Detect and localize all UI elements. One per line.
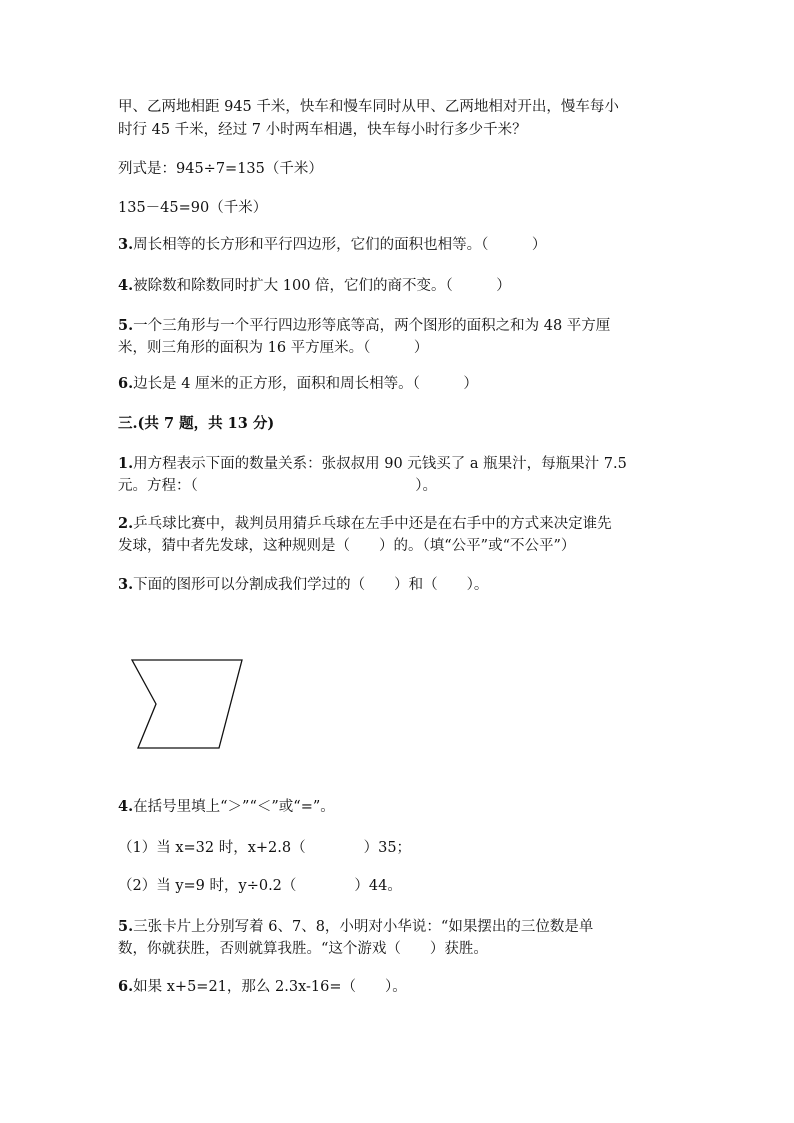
fill-question-2: [118, 514, 612, 534]
question-text: 用方程表示下面的数量关系：张叔叔用 90 元钱买了 a 瓶果汁，每瓶果汁 7.5: [133, 456, 627, 472]
fill-question-5-cont: 数，你就获胜，否则就算我胜。“这个游戏（ ）获胜。: [118, 941, 488, 957]
judge-question-3: [118, 235, 546, 255]
judge-question-5-cont: 米，则三角形的面积为 16 平方厘米。（ ）: [118, 340, 429, 356]
question-number: 6.: [118, 375, 134, 392]
fill-question-5: [118, 917, 593, 937]
question-number: 5.: [118, 918, 134, 935]
question-text: 下面的图形可以分割成我们学过的（ ）和（ ）。: [133, 577, 489, 593]
question-text: 乒乓球比赛中，裁判员用猜乒乓球在左手中还是在右手中的方式来决定谁先: [133, 516, 612, 532]
section-three-heading: 三.(共 7 题，共 13 分): [118, 415, 275, 432]
fill-question-4: [118, 797, 335, 817]
fill-question-1-cont: 元。方程：（ ）。: [118, 478, 437, 494]
judge-question-4: [118, 276, 511, 296]
question-number: 6.: [118, 978, 134, 995]
question-number: 1.: [118, 455, 134, 472]
problem-text-line-1: 甲、乙两地相距 945 千米，快车和慢车同时从甲、乙两地相对开出，慢车每小: [118, 99, 619, 115]
question-text: 在括号里填上“＞”“＜”或“=”。: [133, 799, 335, 815]
fill-question-3: [118, 575, 488, 595]
question-text: 被除数和除数同时扩大 100 倍，它们的商不变。（ ）: [133, 278, 511, 294]
fill-question-6: [118, 977, 407, 997]
solution-step-2: 135－45=90（千米）: [118, 200, 268, 216]
question-number: 3.: [118, 576, 134, 593]
composite-shape-figure: [128, 656, 248, 756]
fill-question-1: [118, 454, 627, 474]
question-text: 周长相等的长方形和平行四边形，它们的面积也相等。（ ）: [133, 237, 547, 253]
judge-question-5: [118, 316, 610, 336]
question-text: 如果 x+5=21，那么 2.3x-16=（ ）。: [133, 979, 407, 995]
fill-question-2-cont: 发球，猜中者先发球，这种规则是（ ）的。（填“公平”或“不公平”）: [118, 538, 576, 554]
solution-step-1: 列式是：945÷7=135（千米）: [118, 161, 323, 177]
question-number: 2.: [118, 515, 134, 532]
question-text: 一个三角形与一个平行四边形等底等高，两个图形的面积之和为 48 平方厘: [133, 318, 611, 334]
question-number: 4.: [118, 798, 134, 815]
shape-outline: [132, 660, 242, 748]
question-text: 三张卡片上分别写着 6、7、8，小明对小华说：“如果摆出的三位数是单: [133, 919, 594, 935]
problem-text-line-2: 时行 45 千米，经过 7 小时两车相遇，快车每小时行多少千米？: [118, 122, 527, 138]
fill-question-4-part-1: （1）当 x=32 时，x+2.8（ ）35；: [118, 840, 412, 856]
judge-question-6: [118, 374, 478, 394]
fill-question-4-part-2: （2）当 y=9 时，y÷0.2（ ）44。: [118, 878, 402, 894]
question-text: 边长是 4 厘米的正方形，面积和周长相等。（ ）: [133, 376, 478, 392]
question-number: 4.: [118, 277, 134, 294]
question-number: 5.: [118, 317, 134, 334]
question-number: 3.: [118, 236, 134, 253]
